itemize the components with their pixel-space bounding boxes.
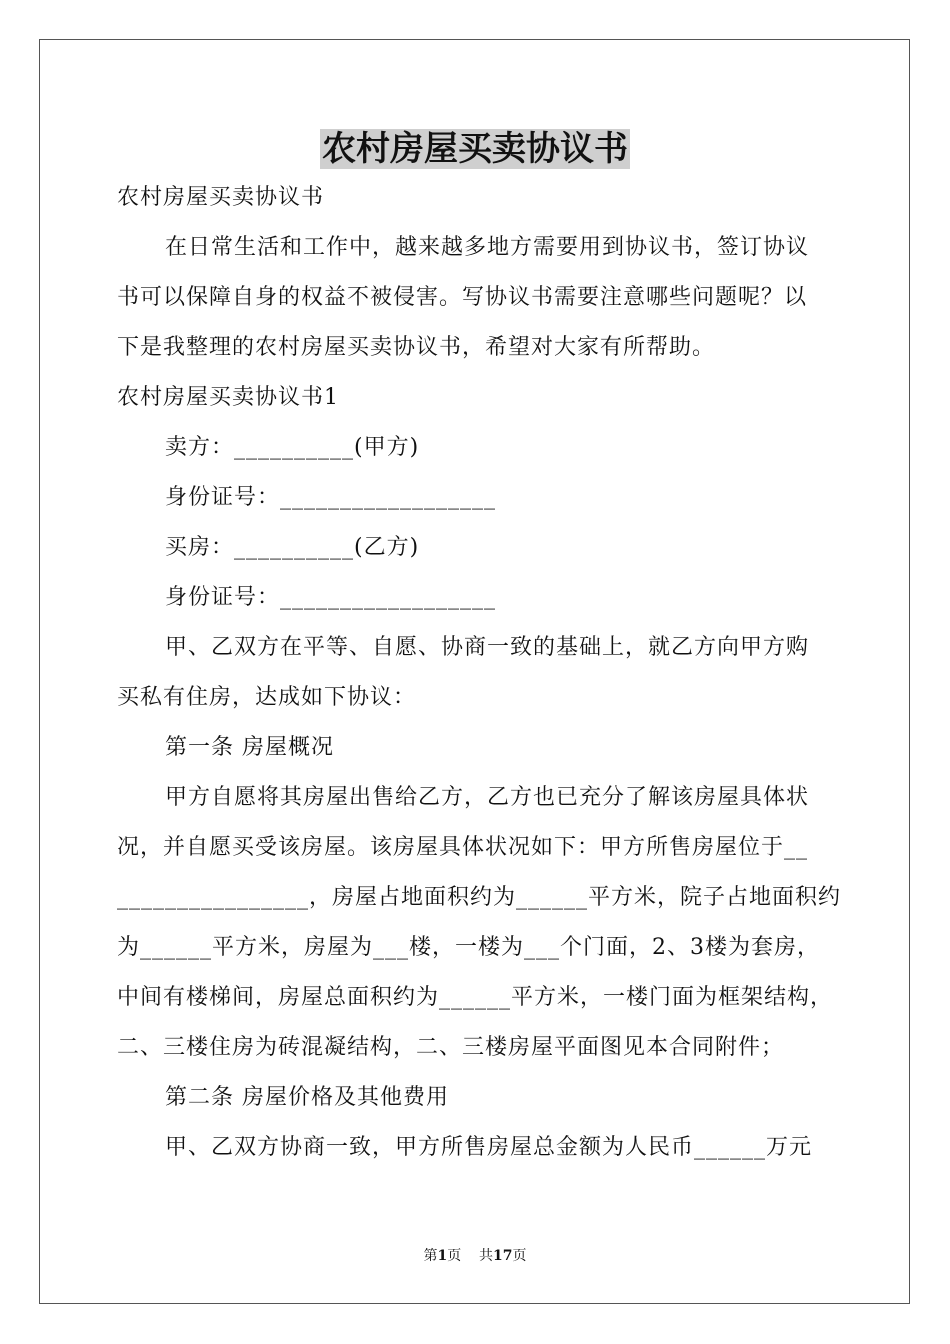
paragraph-line: 下是我整理的农村房屋买卖协议书，希望对大家有所帮助。 [117, 335, 716, 360]
paragraph-line: 中间有楼梯间，房屋总面积约为______平方米，一楼门面为框架结构， [117, 985, 834, 1010]
page-footer [0, 1246, 950, 1266]
seller-field: 卖方：__________(甲方) [165, 435, 420, 460]
paragraph-line: 在日常生活和工作中，越来越多地方需要用到协议书，签订协议 [165, 235, 810, 260]
paragraph-line: 况，并自愿买受该房屋。该房屋具体状况如下：甲方所售房屋位于__ [117, 835, 809, 860]
paragraph-line: 书可以保障自身的权益不被侵害。写协议书需要注意哪些问题呢？以 [117, 285, 808, 310]
total-pages-number: 17 [493, 1248, 513, 1264]
paragraph-line: 甲方自愿将其房屋出售给乙方，乙方也已充分了解该房屋具体状 [165, 785, 810, 810]
paragraph-line: 甲、乙双方协商一致，甲方所售房屋总金额为人民币______万元 [165, 1135, 813, 1160]
article-heading: 第一条 房屋概况 [165, 735, 334, 760]
page-suffix: 页 [447, 1248, 462, 1264]
page-prefix: 第 [423, 1248, 438, 1264]
total-prefix: 共 [479, 1248, 494, 1264]
paragraph-line: ________________，房屋占地面积约为______平方米，院子占地面积约 [117, 885, 842, 910]
total-suffix: 页 [512, 1248, 527, 1264]
page-border [39, 39, 910, 1304]
article-heading: 第二条 房屋价格及其他费用 [165, 1085, 449, 1110]
paragraph-line: 买私有住房，达成如下协议： [117, 685, 417, 710]
document-title [0, 126, 950, 172]
buyer-id-field: 身份证号：__________________ [165, 585, 497, 610]
current-page-number: 1 [437, 1248, 448, 1264]
paragraph-line: 为______平方米，房屋为___楼，一楼为___个门面，2、3楼为套房， [117, 935, 820, 960]
buyer-field: 买房：__________(乙方) [165, 535, 420, 560]
paragraph-line: 二、三楼住房为砖混凝结构，二、三楼房屋平面图见本合同附件； [117, 1035, 785, 1060]
section-heading: 农村房屋买卖协议书1 [117, 385, 339, 410]
paragraph-line: 甲、乙双方在平等、自愿、协商一致的基础上，就乙方向甲方购 [165, 635, 810, 660]
subtitle-line: 农村房屋买卖协议书 [117, 185, 325, 210]
title-text: 农村房屋买卖协议书 [322, 129, 628, 169]
seller-id-field: 身份证号：__________________ [165, 485, 497, 510]
